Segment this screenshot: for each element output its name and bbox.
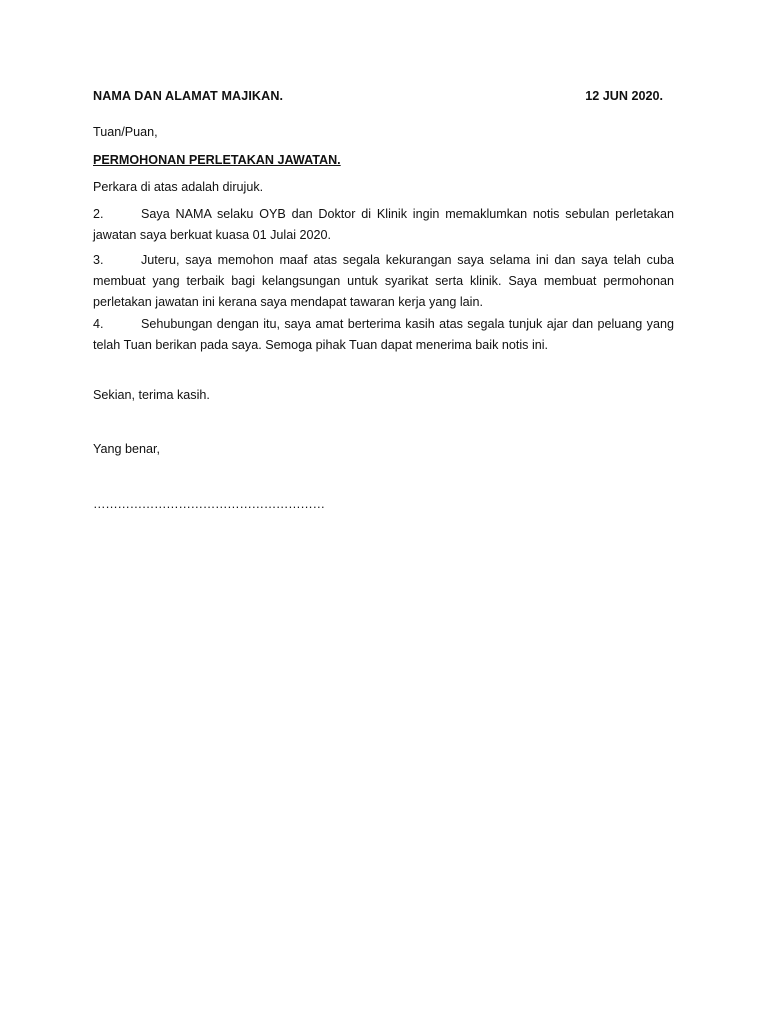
letter-header [93, 89, 663, 107]
salutation: Tuan/Puan, [93, 125, 158, 139]
employer-heading: NAMA DAN ALAMAT MAJIKAN. [93, 89, 284, 103]
sign-off: Yang benar, [93, 442, 160, 456]
closing-line: Sekian, terima kasih. [93, 388, 210, 402]
paragraph-4 [93, 314, 674, 356]
letter-date: 12 JUN 2020. [585, 89, 663, 103]
signature-line: ………………………………………………… [93, 497, 325, 511]
paragraph-3 [93, 250, 674, 313]
paragraph-number: 3. [93, 253, 104, 267]
paragraph-number: 4. [93, 317, 104, 331]
paragraph-number: 2. [93, 207, 104, 221]
paragraph-text: Juteru, saya memohon maaf atas segala kekurangan saya selama ini dan saya telah cuba membuat yang terbaik bagi kelangsungan untuk syarikat serta klinik. Saya membuat permohonan perletakan jawatan ini kerana saya mendapat tawaran kerja yang lain. [93, 253, 674, 309]
paragraph-2 [93, 204, 674, 246]
paragraph-text: Saya NAMA selaku OYB dan Doktor di Klinik ingin memaklumkan notis sebulan perletakan jawatan saya berkuat kuasa 01 Julai 2020. [93, 207, 674, 242]
paragraph-text: Sehubungan dengan itu, saya amat berterima kasih atas segala tunjuk ajar dan peluang yang telah Tuan berikan pada saya. Semoga pihak Tuan dapat menerima baik notis ini. [93, 317, 674, 352]
letter-subject: PERMOHONAN PERLETAKAN JAWATAN. [93, 153, 341, 167]
reference-line: Perkara di atas adalah dirujuk. [93, 180, 264, 194]
